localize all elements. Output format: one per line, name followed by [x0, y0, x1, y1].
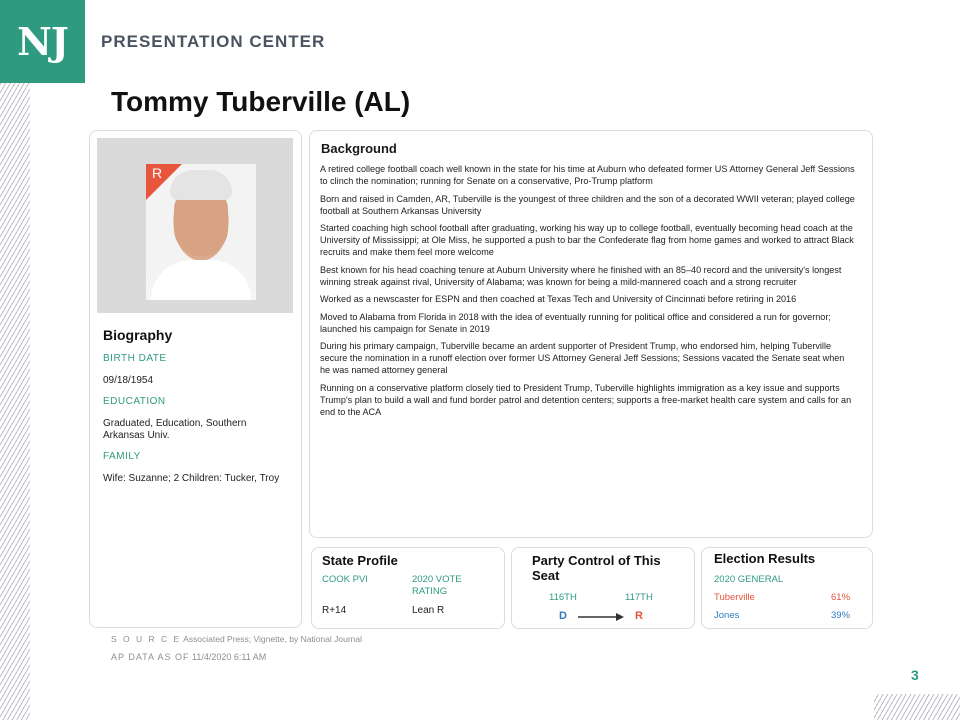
hatch-decoration-left [0, 83, 30, 720]
background-paragraph: Started coaching high school football after graduating, working his way up to college football, eventually becoming head coach at the University of Mississippi; at Ole Miss, he supported a push to bar the Confederate flag from home games and worked to attract Black recruits and make them feel more welcome [320, 223, 854, 257]
party-control-card [511, 547, 695, 629]
state-profile-card [311, 547, 505, 629]
biography-card [89, 130, 302, 628]
vote-rating-value: Lean R [412, 605, 445, 616]
state-profile-heading: State Profile [322, 553, 398, 568]
hatch-decoration-bottom-right [874, 694, 960, 720]
photo-frame [97, 138, 293, 313]
family-value: Wife: Suzanne; 2 Children: Tucker, Troy [103, 473, 280, 484]
election-results-card [701, 547, 873, 629]
family-label: FAMILY [103, 451, 141, 462]
vote-rating-label: 2020 VOTE RATING [412, 574, 462, 597]
to-party: R [635, 610, 643, 622]
background-paragraph: Moved to Alabama from Florida in 2018 with the idea of eventually running for political office and considered a run for governor; launched his campaign for Senate in 2019 [320, 311, 831, 334]
congress-117-label: 117TH [625, 592, 653, 603]
election-results-heading: Election Results [714, 551, 816, 566]
as-of-text: 11/4/2020 6:11 AM [192, 652, 267, 662]
background-paragraph: Best known for his head coaching tenure at Auburn University where he finished with an 85–40 record and the university's longest winning streak against rival, University of Alabama; was known for being a mild-mannered coach and a strong recruiter [320, 264, 842, 287]
cook-pvi-label: COOK PVI [322, 574, 368, 585]
biography-heading: Biography [103, 327, 173, 343]
education-label: EDUCATION [103, 396, 166, 407]
background-card [309, 130, 873, 538]
background-paragraphs [320, 163, 855, 423]
background-paragraph: Worked as a newscaster for ESPN and then coached at Texas Tech and University of Cincinnati before retiring in 2016 [320, 294, 797, 304]
background-paragraph: During his primary campaign, Tuberville became an ardent supporter of President Trump, who endorsed him, helping Tuberville secure the nomination in a runoff election over former US Attorney General Jeff Sessions; Sessions vacated the Senate seat when he was named attorney general [320, 341, 845, 375]
arrow-right-icon [578, 612, 626, 622]
as-of-line [111, 652, 266, 662]
candidate-photo [146, 164, 256, 300]
background-paragraph: Running on a conservative platform closely tied to President Trump, Tuberville highlights immigration as a key issue and supports Trump's plan to build a wall and fund border patrol and detention centers; supports a free-market health care system and calls for an end to the ACA [320, 382, 852, 417]
birth-date-value: 09/18/1954 [103, 375, 154, 386]
cook-pvi-value: R+14 [322, 605, 347, 616]
page-number: 3 [911, 667, 919, 683]
page-title: Tommy Tuberville (AL) [111, 86, 411, 117]
from-party: D [559, 610, 567, 622]
background-heading: Background [321, 141, 397, 156]
candidate-name: Jones [714, 610, 740, 621]
election-subheading: 2020 GENERAL [714, 574, 784, 585]
candidate-pct: 39% [831, 610, 851, 621]
source-line [111, 634, 362, 644]
party-badge-letter: R [152, 165, 163, 181]
birth-date-label: BIRTH DATE [103, 353, 167, 364]
education-value: Graduated, Education, Southern Arkansas Univ. [103, 418, 247, 441]
congress-116-label: 116TH [549, 592, 577, 603]
candidate-pct: 61% [831, 592, 851, 603]
candidate-name: Tuberville [714, 592, 755, 603]
brand-title: PRESENTATION CENTER [101, 32, 326, 51]
photo-shirt [151, 260, 251, 300]
nj-logo: NJ [0, 0, 85, 83]
background-paragraph: Born and raised in Camden, AR, Tuberville is the youngest of three children and the son of a decorated WWII veteran; played college football at Southern Arkansas University [320, 193, 855, 216]
background-paragraph: A retired college football coach well known in the state for his time at Auburn who defeated former US Attorney General Jeff Sessions to clinch the nomination; running for Senate on a conservative, Pro-Trump platform [320, 164, 855, 186]
party-control-heading: Party Control of This Seat [532, 553, 661, 583]
as-of-label: AP DATA AS OF [111, 652, 190, 662]
source-label: S O U R C E [111, 634, 182, 644]
source-text: Associated Press; Vignette, by National Journal [183, 634, 363, 644]
